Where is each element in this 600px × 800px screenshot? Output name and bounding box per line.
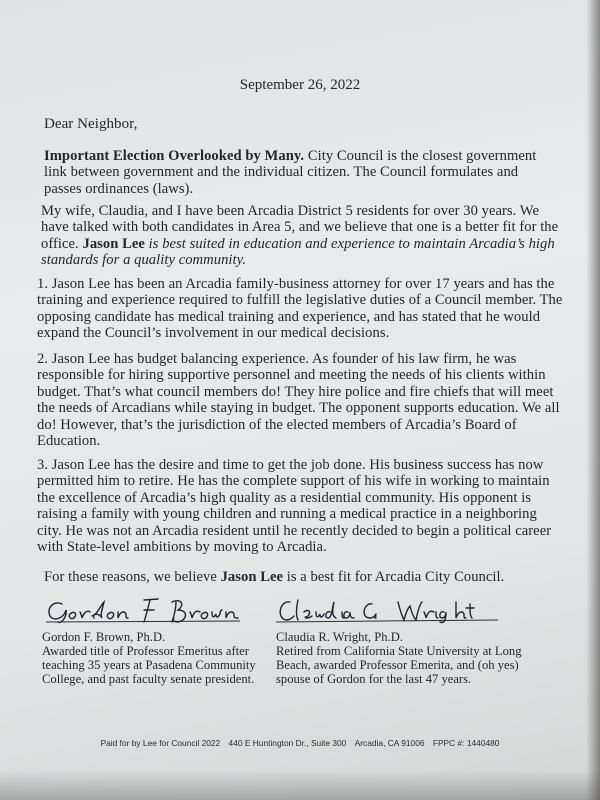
- page-edge-shadow: [586, 0, 600, 800]
- endorsement-paragraph: [41, 203, 561, 269]
- signer-name-gordon: Gordon F. Brown, Ph.D.: [42, 630, 166, 644]
- signer-bio-gordon: Awarded title of Professor Emeritus after teaching 35 years at Pasadena Community College, and past faculty senate president.: [42, 644, 256, 686]
- intro-text: City Council is the closest government link between government and the individual citizen. The Council formulates and passes ordinances (laws).: [44, 148, 537, 197]
- closing-text-a: For these reasons, we believe: [44, 569, 217, 585]
- signer-bio-claudia: Retired from California State University at Long Beach, awarded Professor Emerita, and (oh yes) spouse of Gordon for the last 47 years.: [276, 644, 522, 686]
- closing-text-b: is a best fit for Arcadia City Council.: [286, 569, 505, 585]
- footer-paid-for: Paid for by Lee for Council 2022: [100, 738, 221, 748]
- signature-block-gordon: [42, 630, 282, 686]
- signer-name-claudia: Claudia R. Wright, Ph.D.: [276, 630, 403, 644]
- point-3: 3. Jason Lee has the desire and time to get the job done. His business success has now permitted him to retire. He has the complete support of his wife in working to maintain the excellence of Arcadia’s high quality as a residential community. His opponent is raising a family with young children and running a medical practice in a neighboring city. He was not an Arcadia resident until he recently decided to begin a political career with State-level ambitions by moving to Arcadia.: [37, 457, 552, 556]
- footer-city: Arcadia, CA 91006: [354, 738, 425, 748]
- intro-paragraph: [44, 148, 554, 197]
- signature-gordon: [40, 594, 246, 628]
- endorsement-text-b: is best suited in education and experience to maintain Arcadia’s high standards for a quality community.: [41, 235, 555, 269]
- signature-claudia: [272, 594, 502, 628]
- intro-heading: Important Election Overlooked by Many.: [44, 148, 305, 164]
- footer-address: 440 E Huntington Dr., Suite 300: [228, 738, 347, 748]
- point-2: 2. Jason Lee has budget balancing experience. As founder of his law firm, he was responsible for hiring supportive personnel and meeting the needs of his clients within budget. That’s what council members do! They hire police and fire chiefs that will meet the needs of Arcadians while staying in budget. The opponent supports education. We all do! However, that’s the jurisdiction of the elected members of Arcadia’s Board of Education.: [37, 351, 560, 450]
- signature-block-claudia: [276, 630, 536, 686]
- candidate-name-bold: Jason Lee: [82, 235, 145, 252]
- endorsement-text-a: My wife, Claudia, and I have been Arcadia District 5 residents for over 30 years. We have talked with both candidates in Area 5, and we believe that one is a better fit for the office.: [41, 203, 559, 252]
- page-bottom-shadow: [0, 770, 600, 800]
- closing-candidate-bold: Jason Lee: [220, 569, 284, 585]
- salutation: Dear Neighbor,: [44, 116, 138, 132]
- point-1: 1. Jason Lee has been an Arcadia family-business attorney for over 17 years and has the training and experience required to fulfill the legislative duties of a Council member. The opposing candidate has medical training and experience, and has stated that he would expand the Council’s involvement in our medical decisions.: [37, 276, 563, 342]
- paid-for-footer: [0, 738, 600, 748]
- footer-fppc: FPPC #: 1440480: [432, 738, 500, 748]
- letter-date: September 26, 2022: [239, 77, 361, 93]
- closing-paragraph: [44, 569, 564, 585]
